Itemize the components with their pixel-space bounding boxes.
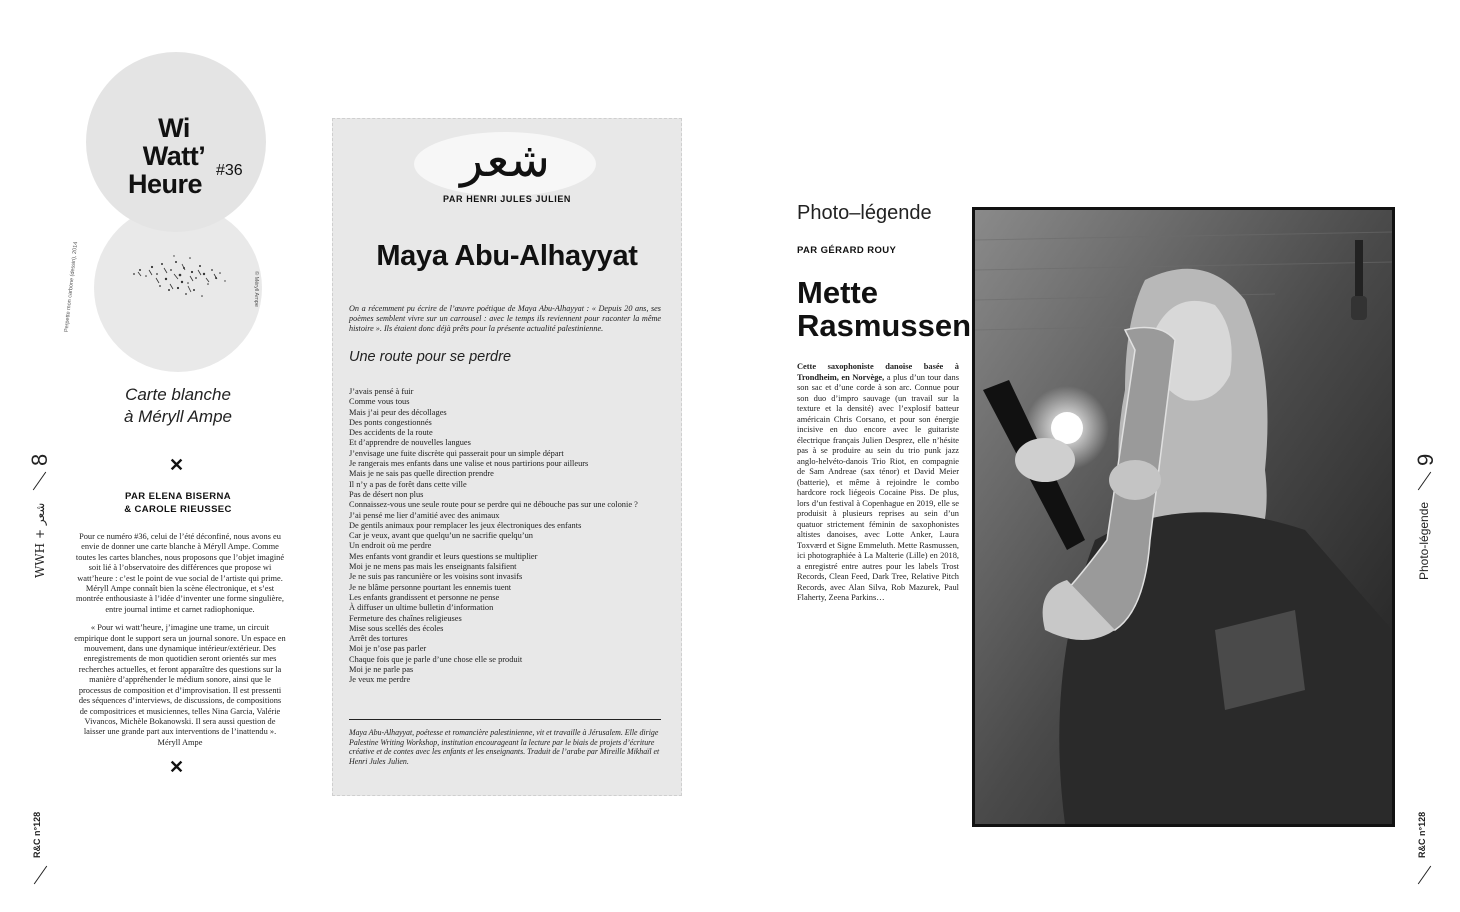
poem-line: J’avais pensé à fuir xyxy=(349,387,414,396)
poem-line: Je rangerais mes enfants dans une valise et nous partirions pour ailleurs xyxy=(349,459,589,469)
image-credit-right: © Méryll Ampe xyxy=(252,271,259,307)
poem-line: Chaque fois que je parle d’une chose elle se produit xyxy=(349,654,523,664)
poem-line: J’envisage une fuite discrète qui passerait pour un simple départ xyxy=(349,448,564,458)
poem-line: Car je veux, avant que quelqu’un ne sacrifie quelqu’un xyxy=(349,531,533,541)
poem-line: J’ai pensé me lier d’amitié avec des animaux xyxy=(349,510,500,520)
photo-caption-text xyxy=(797,362,959,604)
poem-intro: On a récemment pu écrire de l’œuvre poétique de Maya Abu-Alhayyat : « Depuis 20 ans, ses poèmes semblent vivre sur un carrousel : avec le temps ils reviennent pour raconter la même histoire ». Ils étaient donc déjà prêts pour la présente actualité palestinienne. xyxy=(349,304,661,333)
poem-line: Des accidents de la route xyxy=(349,428,433,438)
poem-line: Mise sous scellés des écoles xyxy=(349,623,444,633)
right-rail-divider-1 xyxy=(1418,472,1431,491)
image-credit-left: Perpette mon carbone (dessin), 2014 xyxy=(63,241,80,333)
cross-separator-icon: ✕ xyxy=(169,455,185,475)
poem-lines xyxy=(349,387,669,686)
poem-line: Mais je ne sais pas quelle direction prendre xyxy=(349,469,494,479)
poem-line: Des ponts congestionnés xyxy=(349,417,432,427)
caption-body: a plus d’un tour dans son sac et d’une corde à son arc. Connue pour son duo d’impro sauvage (un travail sur la texture et la densité) avec l’explosif batteur américain Chris Corsano, et pour son énergie incisive en duo encore avec le guitariste électrique français Julien Desprez, elle n’hésite pas à se produire au sein du trio punk jazz anglo-helvéto-danois Trio Riot, en compagnie de Sam Andreae (sax ténor) et David Meier (batterie), et même à rejoindre le combo hardcore rock liégeois Cocaine Piss. De plus, lors d’un festival à Copenhague en 2019, elle se produisit à plusieurs reprises au sein d’un quatuor strictement féminin de saxophonistes altistes danoises, avec Lotte Anker, Laura Toxværd et Signe Emmeluth. Mette Rasmussen, ici photographiée à La Malterie (Lille) en 2018, a enregistré entre autres pour les labels Trost Records, Clean Feed, Dark Tree, Relative Pitch Records, avec Alan Silva, Rob Mazurek, Paul Flaherty, Zeena Parkins… xyxy=(797,372,959,602)
left-rail-divider-1 xyxy=(33,472,46,491)
poet-bio: Maya Abu-Alhayyat, poétesse et romancière palestinienne, vit et travaille à Jérusalem. Elle dirige Palestine Writing Workshop, institution encourageant la lecture par le biais de projets d’écriture créative et de contes avec les enfants et les enseignants. Traduit de l’arabe par Mireille Mikhaïl et Henri Jules Julien. xyxy=(349,728,660,766)
column-title: Wi Watt’ Heure xyxy=(127,113,206,199)
poem-line: Un endroit où me perdre xyxy=(349,541,432,551)
paragraph: Pour ce numéro #36, celui de l’été déconfiné, nous avons eu envie de donner une carte blanche à Méryll Ampe. Comme toutes les cartes blanches, nous proposons que l’objet imaginé soit lié à l’observatoire des différences que propose wi watt’heure : c’est le point de vue social de l’artiste qui prime. Méryll Ampe connaît bien la scène électronique, et s’est montrée enthousiaste à l’idée d’inventer une forme singulière, entre journal intime et carnet radiophonique. xyxy=(75,532,285,614)
artist-name: Mette Rasmussen xyxy=(797,275,972,343)
left-rail-divider-2 xyxy=(34,866,47,885)
saxophonist-photo xyxy=(972,207,1395,827)
divider xyxy=(349,719,661,720)
right-rail-divider-2 xyxy=(1418,866,1431,885)
poem-line: Moi je n’ose pas parler xyxy=(349,644,427,654)
byline: PAR ELENA BISERNA & CAROLE RIEUSSEC xyxy=(124,491,232,515)
poem-line: Mes enfants vont grandir et leurs questions se multiplier xyxy=(349,551,538,561)
carte-blanche-title: Carte blanche à Méryll Ampe xyxy=(123,385,232,426)
photo-byline: PAR GÉRARD ROUY xyxy=(797,245,897,256)
poem-line: Les enfants grandissent et personne ne pense xyxy=(349,592,500,602)
poem-line: Mais j’ai peur des décollages xyxy=(349,407,447,417)
poem-line: Arrêt des tortures xyxy=(349,634,408,644)
poem-title: Une route pour se perdre xyxy=(349,349,512,365)
poet-name: Maya Abu-Alhayyat xyxy=(376,240,638,272)
rubric-title: Photo–légende xyxy=(797,202,932,224)
caption-lead: Cette saxophoniste danoise basée à Trondheim, en Norvège, xyxy=(797,362,959,382)
poem-line: Je ne suis pas rancunière or les voisins sont invasifs xyxy=(349,572,523,582)
poem-line: De gentils animaux pour remplacer les jeux électroniques des enfants xyxy=(349,520,582,530)
poem-line: À diffuser un ultime bulletin d’information xyxy=(349,603,494,613)
poem-line: Moi je ne parle pas xyxy=(349,665,414,675)
poem-line: Je veux me perdre xyxy=(349,675,411,685)
poem-line: Et d’apprendre de nouvelles langues xyxy=(349,438,471,448)
signature: Méryll Ampe xyxy=(157,737,203,747)
poem-line: Moi je ne mens pas mais les enseignants falsifient xyxy=(349,562,517,572)
arabic-title: شعر xyxy=(460,132,550,188)
issue-number: #36 xyxy=(216,162,243,179)
poem-line: Pas de désert non plus xyxy=(349,489,424,499)
poem-line: Comme vous tous xyxy=(349,397,410,407)
poem-byline: PAR HENRI JULES JULIEN xyxy=(442,194,572,204)
poem-line: Connaissez-vous une seule route pour se perdre qui ne débouche pas sur une colonie ? xyxy=(349,500,638,510)
poem-line: Je ne blâme personne pourtant les ennemis tuent xyxy=(349,582,512,592)
poem-line: Il n’y a pas de forêt dans cette ville xyxy=(349,479,467,489)
poem-line: Fermeture des chaînes religieuses xyxy=(349,613,462,623)
paragraph: « Pour wi watt’heure, j’imagine une trame, un circuit empirique dont le support sera un journal sonore. Un espace en mouvement, dans une dynamique intérieur/extérieur. Des enregistrements de mon quotidien seront orientés sur mes recherches actuelles, et feront apparaître des questions sur la manière d’appréhender le médium sonore, ainsi que le processus de composition et d’improvisation. Il est pressenti des séquences d’interviews, de discussions, de compositions de compositrices et musiciennes, telles Nina Garcia, Valérie Vivancos, Michèle Bokanowski. Il sera aussi question de laisser une grande part aux interventions de l’inattendu ». xyxy=(74,623,286,737)
carte-blanche-text xyxy=(74,532,286,748)
cross-separator-icon: ✕ xyxy=(169,757,185,777)
left-page-number: 8 xyxy=(27,453,52,466)
